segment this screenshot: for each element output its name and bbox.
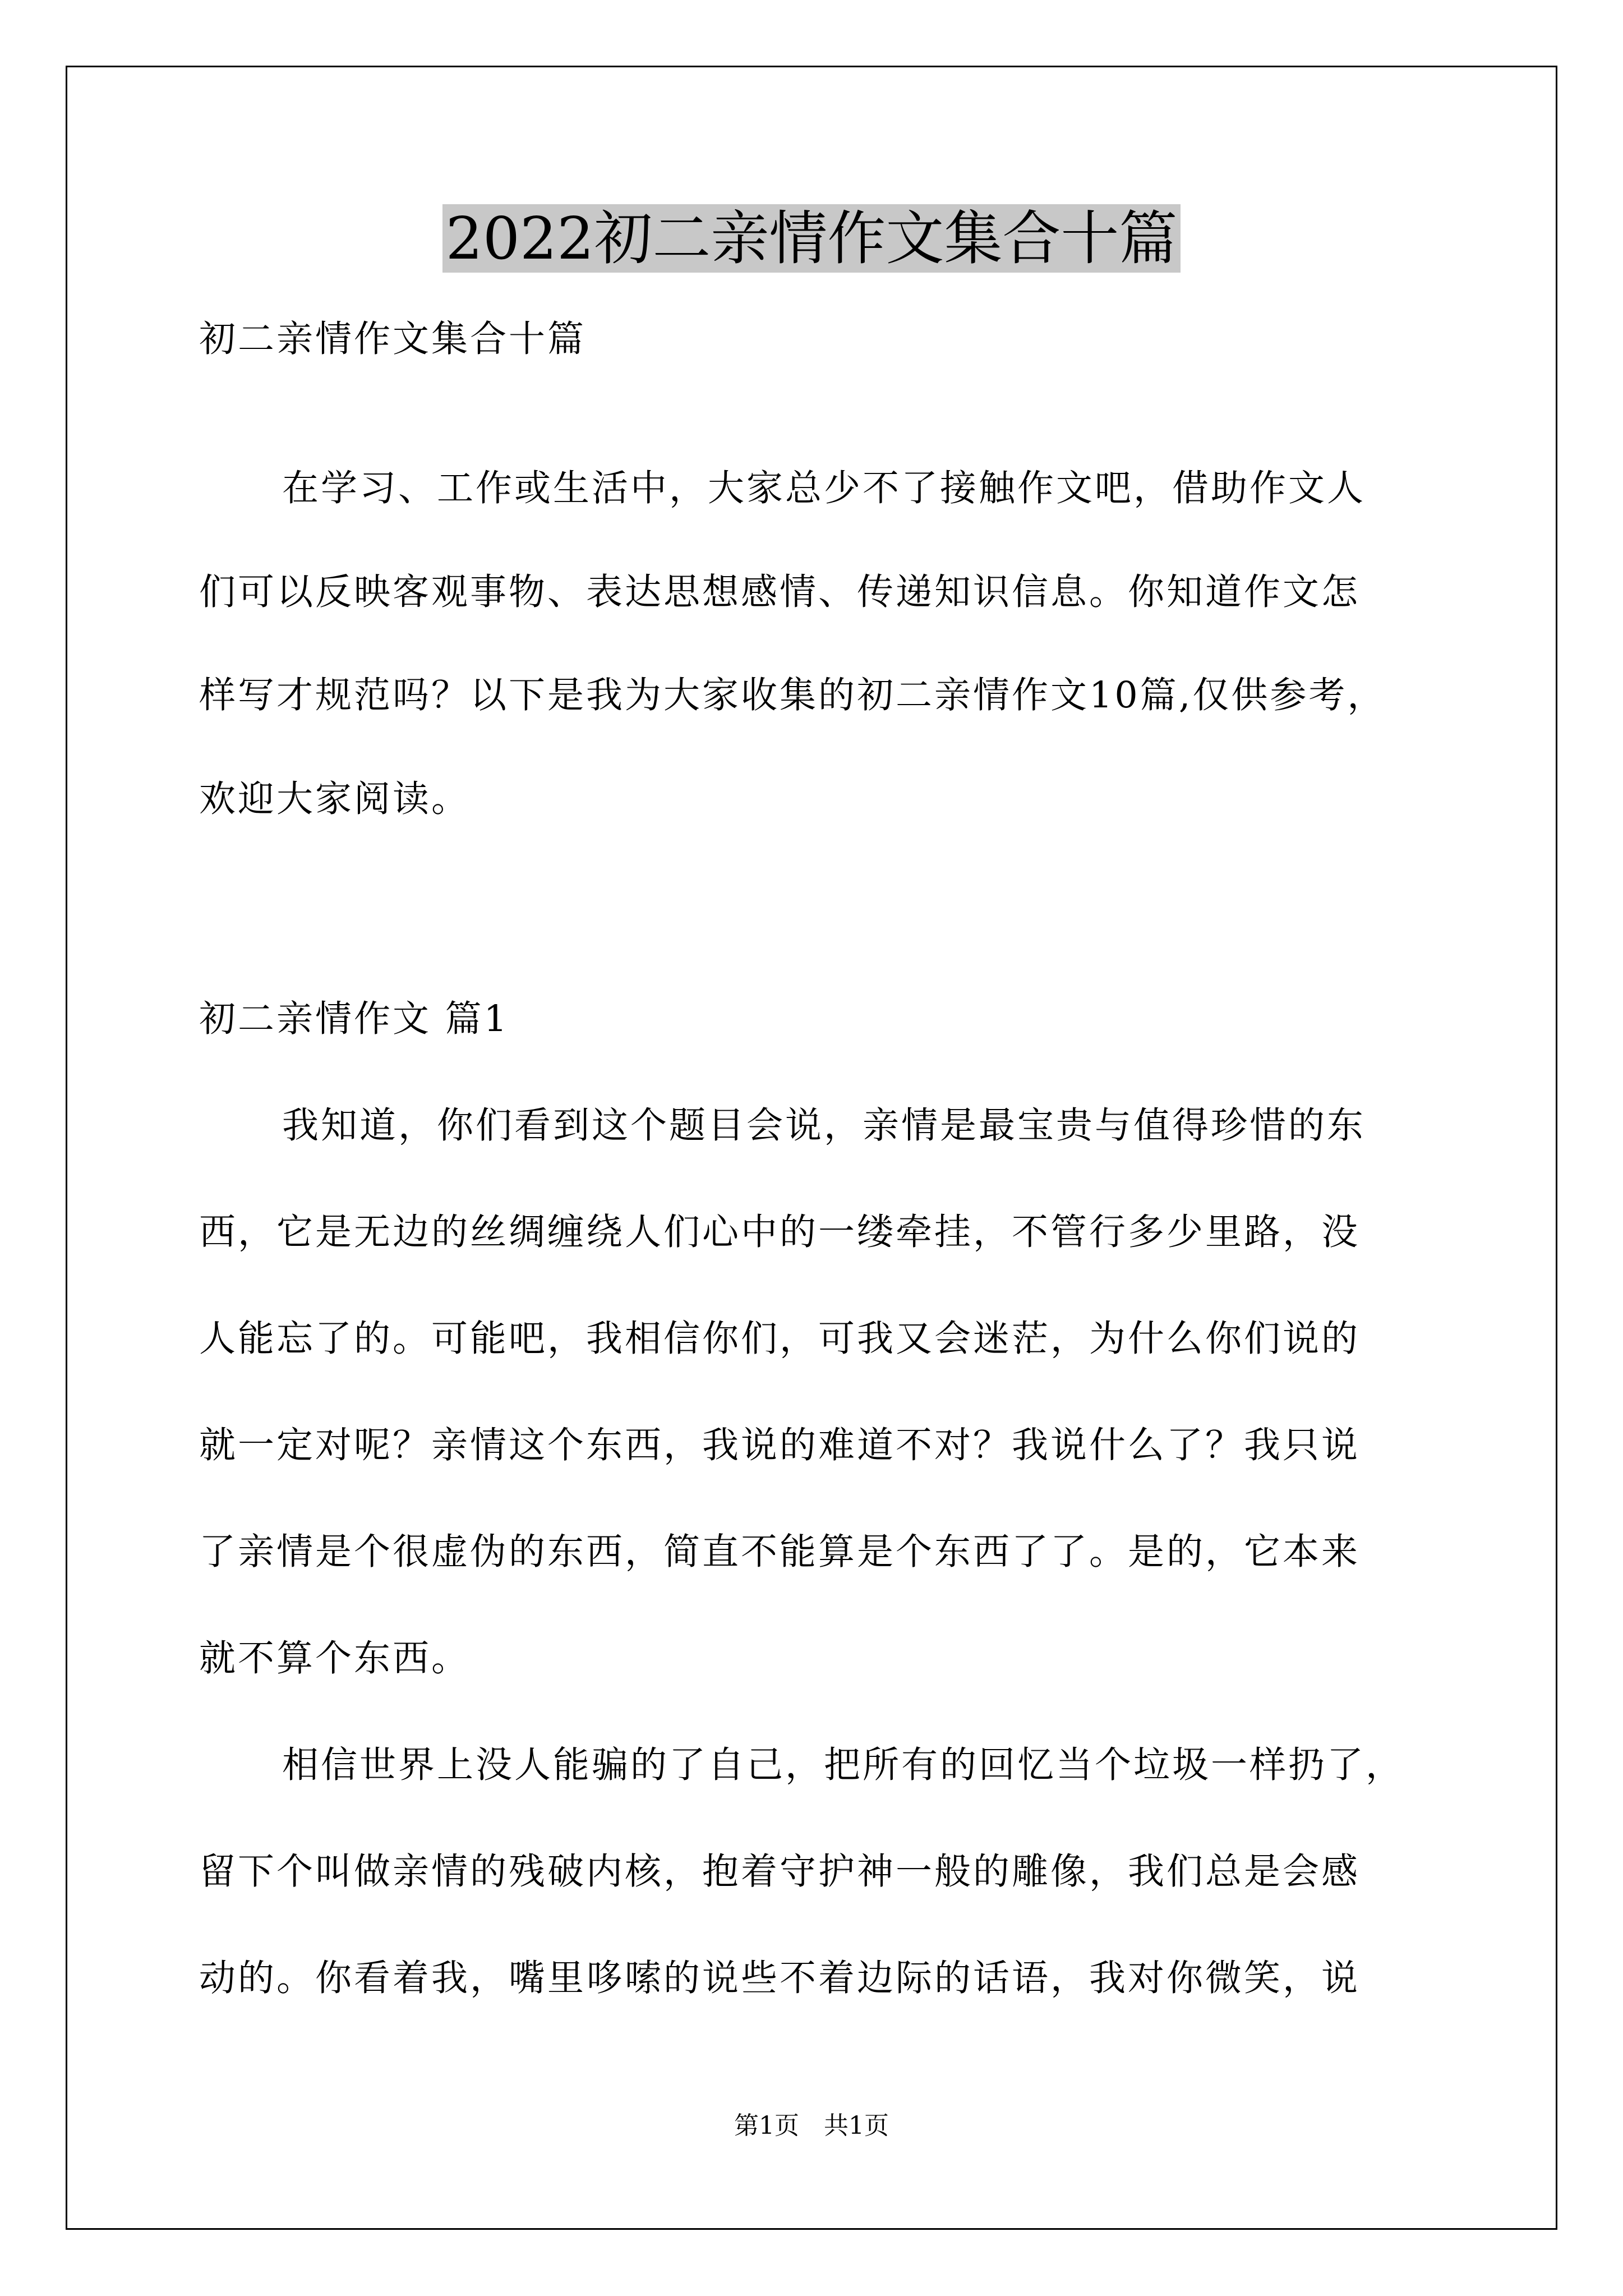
paragraph-line: 西，它是无边的丝绸缠绕人们心中的一缕牵挂，不管行多少里路，没: [199, 1211, 1361, 1253]
intro-line: 们可以反映客观事物、表达思想感情、传递知识信息。你知道作文怎: [199, 571, 1361, 613]
document-title-text: 2022初二亲情作文集合十篇: [442, 204, 1181, 273]
paragraph-line: 了亲情是个很虚伪的东西，简直不能算是个东西了了。是的，它本来: [199, 1531, 1361, 1573]
document-title: [0, 199, 1623, 278]
page-footer: 第1页 共1页: [734, 2111, 889, 2140]
document-subtitle: 初二亲情作文集合十篇: [199, 318, 587, 360]
paragraph-line: 动的。你看着我，嘴里哆嗦的说些不着边际的话语，我对你微笑，说: [199, 1957, 1361, 1999]
intro-line: 在学习、工作或生活中，大家总少不了接触作文吧，借助作文人: [282, 467, 1366, 509]
paragraph-line: 我知道，你们看到这个题目会说，亲情是最宝贵与值得珍惜的东: [282, 1105, 1366, 1147]
intro-line: 样写才规范吗？以下是我为大家收集的初二亲情作文10篇,仅供参考，: [199, 674, 1386, 716]
intro-line: 欢迎大家阅读。: [199, 778, 471, 820]
paragraph-line: 留下个叫做亲情的残破内核，抱着守护神一般的雕像，我们总是会感: [199, 1851, 1361, 1893]
paragraph-line: 相信世界上没人能骗的了自己，把所有的回忆当个垃圾一样扔了，: [282, 1744, 1405, 1786]
section-heading: 初二亲情作文 篇1: [199, 998, 510, 1040]
paragraph-line: 就不算个东西。: [199, 1637, 471, 1680]
paragraph-line: 人能忘了的。可能吧，我相信你们，可我又会迷茫，为什么你们说的: [199, 1318, 1361, 1360]
paragraph-line: 就一定对呢？亲情这个东西，我说的难道不对？我说什么了？我只说: [199, 1424, 1361, 1466]
